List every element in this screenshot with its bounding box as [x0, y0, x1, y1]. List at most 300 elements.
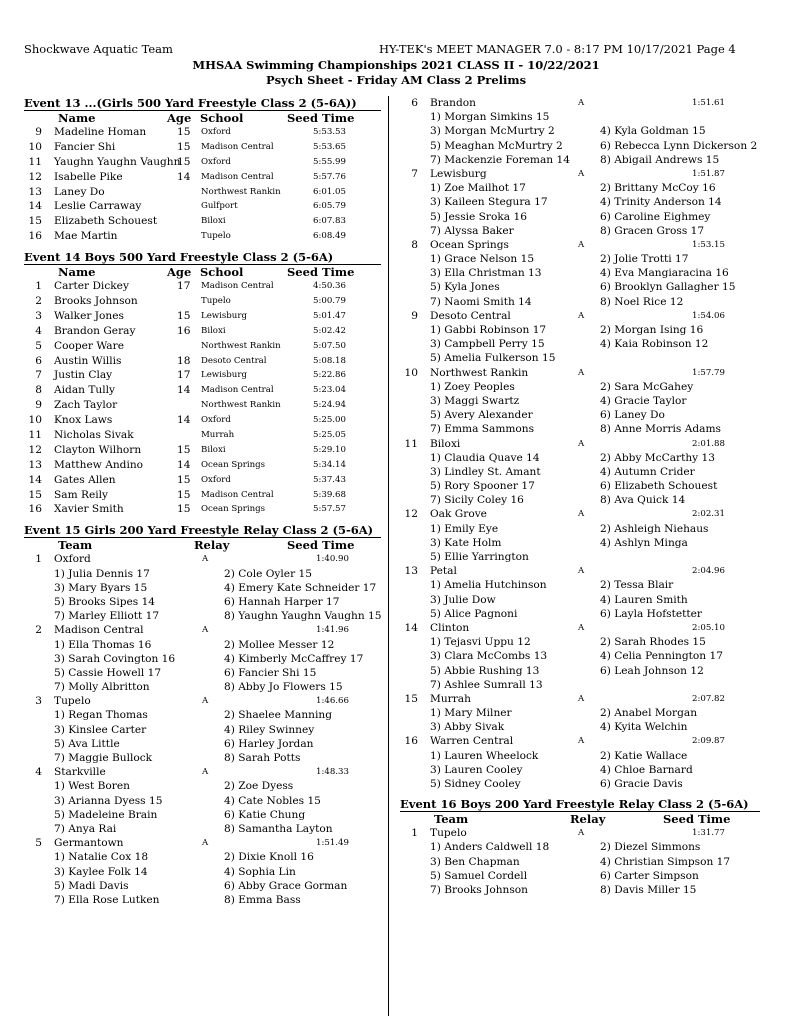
swimmer-name: Isabelle Pike — [54, 170, 123, 183]
relay-letter: A — [578, 828, 585, 839]
team-name: Oak Grove — [430, 508, 487, 521]
swimmer-name: Fancier Shi — [54, 140, 116, 153]
team-name: Shockwave Aquatic Team — [24, 42, 173, 56]
relay-letter: A — [578, 239, 585, 250]
swimmer: 6) Brooklyn Gallagher 15 — [600, 281, 736, 294]
relay-letter: A — [578, 566, 585, 577]
relay-swimmers-row — [24, 638, 381, 652]
swimmer: 7) Maggie Bullock — [54, 752, 153, 764]
relay-team-row — [400, 692, 760, 706]
seed-time: 1:53.15 — [692, 239, 725, 250]
team-name: Petal — [430, 565, 457, 578]
col-name: Name — [58, 111, 96, 125]
swimmer: 7) Anya Rai — [54, 822, 117, 835]
seed-time: 5:57.76 — [313, 171, 346, 182]
age: 14 — [177, 170, 191, 183]
seed-time: 1:54.06 — [692, 310, 725, 321]
place: 13 — [28, 458, 42, 471]
relay-swimmers-row — [400, 635, 760, 649]
relay-letter: A — [578, 367, 585, 378]
relay-swimmers-row — [400, 869, 760, 883]
swimmer: 4) Ashlyn Minga — [600, 536, 688, 549]
swimmer: 4) Kyita Welchin — [600, 721, 688, 734]
swimmer: 6) Leah Johnson 12 — [600, 664, 704, 677]
relay-team-row — [400, 507, 760, 521]
relay-swimmers-row — [400, 840, 760, 854]
relay-swimmers-row — [400, 323, 760, 337]
swimmer: 4) Christian Simpson 17 — [600, 855, 731, 868]
swimmer: 7) Alyssa Baker — [430, 224, 514, 237]
swimmer: 2) Ashleigh Niehaus — [600, 522, 709, 535]
place: 15 — [28, 488, 42, 501]
relay-team-row — [400, 621, 760, 635]
school: Biloxi — [201, 325, 226, 336]
result-row — [24, 140, 381, 155]
relay-team-row — [24, 623, 381, 637]
age: 17 — [177, 369, 191, 382]
team-name: Oxford — [54, 553, 91, 566]
swimmer: 1) Anders Caldwell 18 — [430, 841, 550, 854]
swimmer: 3) Mary Byars 15 — [54, 581, 148, 594]
place: 8 — [35, 384, 42, 397]
swimmer: 5) Sidney Cooley — [430, 778, 521, 790]
swimmer: 3) Lindley St. Amant — [430, 465, 541, 478]
swimmer: 3) Maggi Swartz — [430, 394, 520, 407]
swimmer: 5) Samuel Cordell — [430, 869, 528, 882]
relay-swimmers-row — [400, 550, 760, 564]
relay-swimmers-row — [400, 465, 760, 479]
school: Oxford — [201, 415, 231, 426]
seed-time: 5:39.68 — [313, 489, 346, 500]
swimmer: 3) Kate Holm — [430, 536, 502, 549]
place: 1 — [35, 280, 42, 293]
result-row — [24, 279, 381, 294]
relay-swimmers-row — [24, 737, 381, 751]
result-row — [24, 125, 381, 140]
school: Northwest Rankin — [201, 400, 281, 411]
relay-swimmers-row — [24, 652, 381, 666]
swimmer: 1) Gabbi Robinson 17 — [430, 324, 547, 336]
school: Northwest Rankin — [201, 186, 281, 197]
col-seed: Seed Time — [287, 538, 355, 553]
col-team: Team — [58, 538, 93, 553]
swimmer-name: Yaughn Yaughn Vaughn — [54, 155, 181, 168]
relay-swimmers-row — [400, 280, 760, 294]
relay-letter: A — [578, 622, 585, 633]
swimmer: 3) Ella Christman 13 — [430, 267, 542, 280]
place: 15 — [28, 215, 42, 228]
relay-swimmers-row — [400, 479, 760, 493]
relay-swimmers-row — [400, 593, 760, 607]
relay-swimmers-row — [24, 666, 381, 680]
place: 5 — [35, 339, 42, 352]
team-name: Tupelo — [54, 695, 91, 708]
result-row — [24, 428, 381, 443]
place: 14 — [28, 200, 42, 213]
seed-time: 6:07.83 — [313, 216, 346, 227]
swimmer: 8) Davis Miller 15 — [600, 883, 697, 896]
place: 3 — [35, 309, 42, 322]
relay-letter: A — [202, 554, 209, 565]
swimmer: 3) Lauren Cooley — [430, 763, 523, 776]
team-name: Starkville — [54, 766, 106, 779]
col-relay: Relay — [194, 538, 230, 553]
swimmer: 4) Autumn Crider — [600, 465, 695, 478]
swimmer-name: Sam Reily — [54, 488, 108, 501]
school: Murrah — [201, 430, 235, 441]
seed-time: 2:02.31 — [692, 509, 725, 520]
result-row — [24, 368, 381, 383]
swimmer: 1) Claudia Quave 14 — [430, 451, 540, 464]
swimmer: 5) Avery Alexander — [430, 409, 533, 422]
team-name: Ocean Springs — [430, 238, 509, 251]
swimmer-name: Walker Jones — [54, 309, 124, 322]
relay-swimmers-row — [24, 822, 381, 836]
school: Tupelo — [201, 231, 231, 242]
school: Madison Central — [201, 489, 274, 500]
seed-time: 2:04.96 — [692, 566, 725, 577]
relay-swimmers-row — [24, 893, 381, 907]
swimmer: 5) Jessie Sroka 16 — [430, 210, 527, 223]
age: 15 — [177, 140, 191, 153]
swimmer: 2) Dixie Knoll 16 — [224, 851, 314, 864]
swimmer: 1) West Boren — [54, 780, 130, 793]
place: 7 — [411, 167, 418, 180]
school: Oxford — [201, 474, 231, 485]
team-name: Madison Central — [54, 624, 144, 637]
team-name: Northwest Rankin — [430, 366, 529, 379]
school: Lewisburg — [201, 310, 247, 321]
result-row — [24, 229, 381, 244]
swimmer-name: Laney Do — [54, 185, 105, 198]
swimmer: 1) Zoe Mailhot 17 — [430, 182, 526, 195]
left-column — [24, 96, 381, 907]
swimmer: 1) Morgan Simkins 15 — [430, 111, 550, 124]
swimmer: 4) Kaia Robinson 12 — [600, 338, 709, 351]
relay-swimmers-row — [400, 883, 760, 897]
place: 12 — [404, 508, 418, 521]
relay-swimmers-row — [400, 777, 760, 791]
place: 16 — [404, 735, 418, 748]
swimmer: 2) Cole Oyler 15 — [224, 567, 312, 580]
seed-time: 1:51.61 — [692, 98, 725, 108]
relay-letter: A — [202, 625, 209, 636]
swimmer: 4) Gracie Taylor — [600, 394, 687, 407]
relay-letter: A — [202, 767, 209, 778]
swimmer-name: Clayton Wilhorn — [54, 443, 142, 456]
swimmer: 2) Anabel Morgan — [600, 707, 698, 720]
place: 10 — [28, 414, 42, 427]
age: 15 — [177, 503, 191, 516]
swimmer: 1) Mary Milner — [430, 707, 512, 720]
seed-time: 1:51.49 — [316, 838, 349, 849]
swimmer: 5) Meaghan McMurtry 2 — [430, 139, 563, 152]
swimmer: 6) Caroline Eighmey — [600, 210, 711, 223]
place: 12 — [28, 443, 42, 456]
relay-swimmers-row — [400, 422, 760, 436]
age: 15 — [177, 155, 191, 168]
swimmer: 6) Katie Chung — [224, 808, 306, 821]
relay-swimmers-row — [400, 124, 760, 138]
seed-time: 4:50.36 — [313, 281, 346, 292]
place: 6 — [411, 97, 418, 109]
place: 14 — [28, 473, 42, 486]
swimmer: 3) Morgan McMurtry 2 — [430, 125, 555, 138]
swimmer: 5) Rory Spooner 17 — [430, 480, 535, 493]
place: 13 — [404, 565, 418, 578]
result-row — [24, 443, 381, 458]
school: Ocean Springs — [201, 504, 266, 515]
swimmer: 7) Ella Rose Lutken — [54, 893, 160, 906]
swimmer: 2) Jolie Trotti 17 — [600, 253, 689, 266]
swimmer-name: Brooks Johnson — [54, 295, 138, 308]
swimmer: 7) Marley Elliott 17 — [54, 610, 160, 623]
meet-title: MHSAA Swimming Championships 2021 CLASS II - 10/22/2021 — [192, 58, 600, 72]
seed-time: 5:53.65 — [313, 141, 346, 152]
swimmer: 2) Sarah Rhodes 15 — [600, 636, 706, 649]
swimmer-name: Matthew Andino — [54, 458, 144, 471]
relay-team-row — [24, 552, 381, 566]
team-name: Murrah — [430, 692, 471, 705]
relay-swimmers-row — [400, 720, 760, 734]
age: 14 — [177, 414, 191, 427]
relay-letter: A — [578, 310, 585, 321]
seed-time: 5:37.43 — [313, 474, 346, 485]
relay-swimmers-row — [24, 779, 381, 793]
age: 17 — [177, 280, 191, 293]
relay-letter: A — [202, 696, 209, 707]
school: Oxford — [201, 156, 231, 167]
swimmer-name: Brandon Geray — [54, 324, 136, 337]
relay-swimmers-row — [400, 181, 760, 195]
relay-swimmers-row — [400, 380, 760, 394]
place: 14 — [404, 621, 418, 634]
col-relay: Relay — [570, 812, 606, 827]
relay-swimmers-row — [400, 536, 760, 550]
result-row — [24, 309, 381, 324]
team-name: Clinton — [430, 621, 470, 634]
place: 13 — [28, 185, 42, 198]
team-name: Desoto Central — [430, 309, 511, 322]
swimmer: 5) Brooks Sipes 14 — [54, 595, 156, 608]
seed-time: 6:01.05 — [313, 186, 346, 197]
swimmer: 4) Eva Mangiaracina 16 — [600, 267, 729, 280]
relay-letter: A — [578, 693, 585, 704]
school: Madison Central — [201, 141, 274, 152]
relay-swimmers-row — [400, 451, 760, 465]
event-14-rows — [24, 279, 381, 517]
relay-letter: A — [578, 168, 585, 179]
result-row — [24, 502, 381, 517]
swimmer: 8) Yaughn Yaughn Vaughn 15 — [224, 610, 382, 623]
school: Madison Central — [201, 385, 274, 396]
age: 15 — [177, 473, 191, 486]
age: 15 — [177, 126, 191, 138]
swimmer: 5) Cassie Howell 17 — [54, 666, 162, 679]
event-13-column-header — [24, 110, 381, 125]
swimmer: 6) Rebecca Lynn Dickerson 2 — [600, 139, 758, 152]
school: Ocean Springs — [201, 459, 266, 470]
swimmer: 7) Brooks Johnson — [430, 883, 528, 896]
age: 16 — [177, 324, 191, 337]
relay-team-row — [24, 836, 381, 850]
swimmer: 4) Riley Swinney — [224, 723, 315, 736]
swimmer-name: Zach Taylor — [54, 399, 118, 412]
event-14-column-header — [24, 264, 381, 279]
relay-swimmers-row — [400, 210, 760, 224]
swimmer: 7) Sicily Coley 16 — [430, 494, 524, 507]
relay-swimmers-row — [24, 723, 381, 737]
seed-time: 5:01.47 — [313, 310, 346, 321]
seed-time: 6:08.49 — [313, 231, 346, 242]
place: 12 — [28, 170, 42, 183]
relay-swimmers-row — [400, 678, 760, 692]
swimmer: 7) Molly Albritton — [54, 681, 150, 694]
swimmer-name: Madeline Homan — [54, 126, 147, 138]
relay-swimmers-row — [24, 794, 381, 808]
seed-time: 5:34.14 — [313, 459, 346, 470]
school: Madison Central — [201, 281, 274, 292]
swimmer: 5) Ava Little — [54, 737, 120, 750]
swimmer: 1) Natalie Cox 18 — [54, 851, 149, 864]
swimmer: 1) Grace Nelson 15 — [430, 253, 535, 266]
col-seed: Seed Time — [287, 265, 355, 280]
swimmer: 2) Mollee Messer 12 — [224, 638, 335, 651]
result-row — [24, 488, 381, 503]
relay-swimmers-row — [400, 295, 760, 309]
seed-time: 1:48.33 — [316, 767, 349, 778]
event-15-column-header — [24, 537, 381, 552]
swimmer-name: Elizabeth Schouest — [54, 215, 158, 228]
swimmer: 4) Cate Nobles 15 — [224, 794, 321, 807]
swimmer: 8) Sarah Potts — [224, 752, 301, 764]
event-16-column-header — [400, 811, 760, 826]
place: 11 — [28, 429, 42, 442]
col-seed: Seed Time — [287, 111, 355, 125]
result-row — [24, 398, 381, 413]
relay-swimmers-row — [24, 680, 381, 694]
relay-swimmers-row — [400, 195, 760, 209]
swimmer: 7) Naomi Smith 14 — [430, 295, 532, 308]
place: 10 — [404, 366, 418, 379]
swimmer: 2) Diezel Simmons — [600, 841, 701, 854]
seed-time: 5:55.99 — [313, 156, 346, 167]
result-row — [24, 324, 381, 339]
team-name: Lewisburg — [430, 167, 487, 180]
swimmer: 5) Madeleine Brain — [54, 808, 158, 821]
place: 2 — [35, 295, 42, 308]
seed-time: 5:07.50 — [313, 340, 346, 351]
relay-swimmers-row — [24, 567, 381, 581]
school: Lewisburg — [201, 370, 247, 381]
col-school: School — [200, 265, 244, 280]
swimmer: 8) Samantha Layton — [224, 822, 333, 835]
relay-swimmers-row — [400, 153, 760, 167]
place: 9 — [411, 309, 418, 322]
team-name: Biloxi — [430, 437, 461, 450]
swimmer: 1) Regan Thomas — [54, 709, 148, 722]
relay-swimmers-row — [24, 865, 381, 879]
right-column — [400, 96, 760, 897]
swimmer-name: Gates Allen — [54, 473, 116, 486]
swimmer: 3) Abby Sivak — [430, 721, 505, 734]
swimmer: 8) Abigail Andrews 15 — [600, 153, 720, 166]
swimmer: 2) Tessa Blair — [600, 579, 674, 592]
relay-letter: A — [202, 838, 209, 849]
swimmer: 4) Kimberly McCaffrey 17 — [224, 652, 364, 665]
school: Northwest Rankin — [201, 340, 281, 351]
column-divider — [388, 96, 389, 1016]
relay-letter: A — [578, 509, 585, 520]
relay-swimmers-row — [400, 763, 760, 777]
seed-time: 1:46.66 — [316, 696, 349, 707]
swimmer: 3) Arianna Dyess 15 — [54, 794, 163, 807]
swimmer: 3) Julie Dow — [430, 593, 496, 606]
col-school: School — [200, 111, 244, 125]
swimmer-name: Mae Martin — [54, 230, 118, 243]
place: 10 — [28, 140, 42, 153]
relay-swimmers-row — [400, 139, 760, 153]
school: Tupelo — [201, 296, 231, 307]
swimmer: 2) Zoe Dyess — [224, 780, 294, 793]
result-row — [24, 155, 381, 170]
relay-swimmers-row — [24, 609, 381, 623]
swimmer: 6) Gracie Davis — [600, 778, 683, 790]
event-15-title: Event 15 Girls 200 Yard Freestyle Relay Class 2 (5-6A) — [24, 523, 374, 538]
place: 9 — [35, 126, 42, 138]
relay-team-row — [400, 309, 760, 323]
swimmer-name: Carter Dickey — [54, 280, 129, 293]
swimmer-name: Knox Laws — [54, 414, 113, 427]
result-row — [24, 339, 381, 354]
relay-swimmers-row — [400, 664, 760, 678]
relay-swimmers-row — [400, 706, 760, 720]
seed-time: 5:23.04 — [313, 385, 346, 396]
seed-time: 5:24.94 — [313, 400, 346, 411]
swimmer: 3) Kaylee Folk 14 — [54, 865, 148, 878]
relay-swimmers-row — [400, 607, 760, 621]
relay-letter: A — [578, 736, 585, 747]
swimmer: 7) Emma Sammons — [430, 423, 535, 436]
place: 2 — [35, 624, 42, 637]
relay-letter: A — [578, 98, 585, 108]
seed-time: 1:57.79 — [692, 367, 725, 378]
col-team: Team — [434, 812, 469, 827]
seed-time: 2:09.87 — [692, 736, 725, 747]
relay-letter: A — [578, 438, 585, 449]
seed-time: 5:29.10 — [313, 444, 346, 455]
swimmer: 5) Madi Davis — [54, 879, 129, 892]
swimmer: 1) Zoey Peoples — [430, 380, 515, 393]
swimmer-name: Cooper Ware — [54, 339, 124, 352]
swimmer-name: Austin Willis — [54, 354, 122, 367]
swimmer-name: Xavier Smith — [54, 503, 124, 516]
swimmer: 1) Julia Dennis 17 — [54, 567, 150, 580]
swimmer: 5) Amelia Fulkerson 15 — [430, 352, 556, 365]
seed-time: 1:31.77 — [692, 828, 725, 839]
swimmer: 2) Abby McCarthy 13 — [600, 451, 715, 464]
swimmer: 2) Sara McGahey — [600, 380, 694, 393]
swimmer: 7) Mackenzie Foreman 14 — [430, 153, 570, 166]
place: 3 — [35, 695, 42, 708]
relay-swimmers-row — [400, 408, 760, 422]
school: Madison Central — [201, 171, 274, 182]
event-16-teams — [400, 826, 760, 897]
seed-time: 1:51.87 — [692, 168, 725, 179]
event-15-teams-right — [400, 96, 760, 791]
place: 16 — [28, 230, 42, 243]
swimmer: 6) Fancier Shi 15 — [224, 666, 317, 679]
